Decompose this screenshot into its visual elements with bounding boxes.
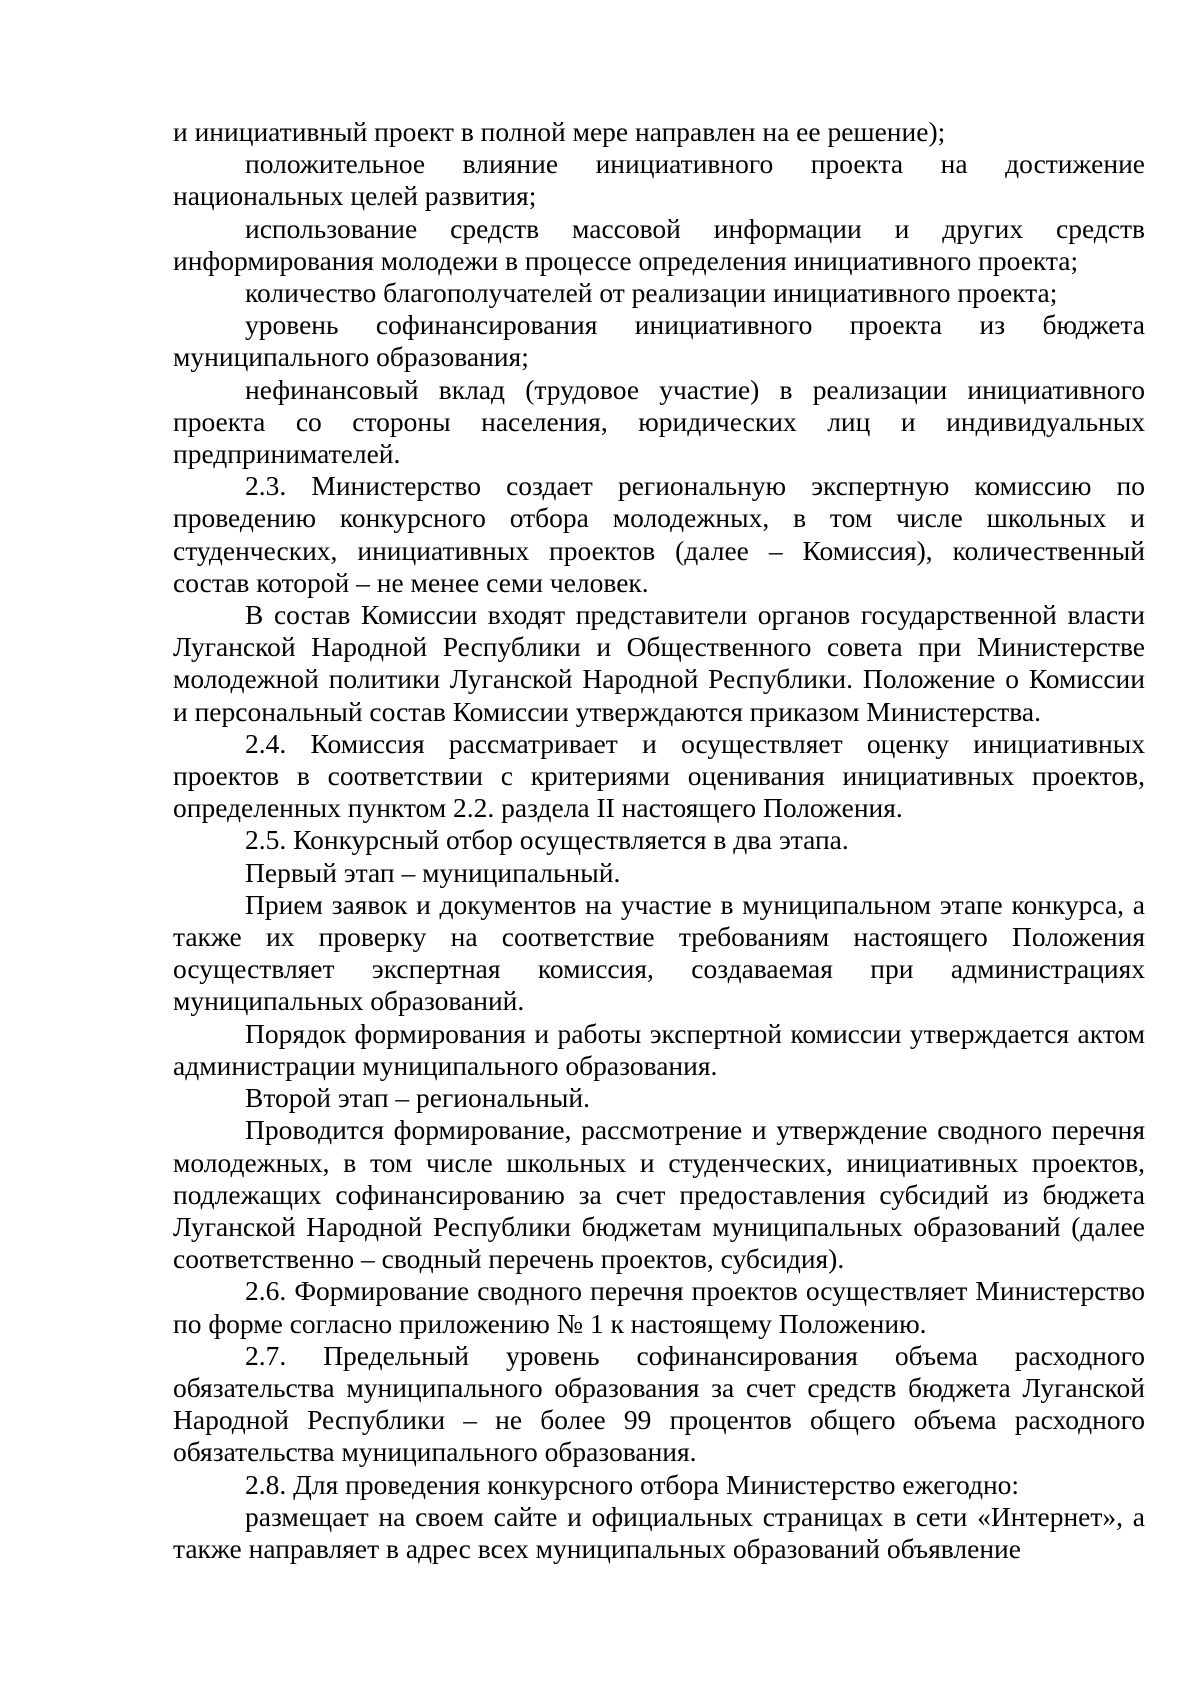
paragraph: нефинансовый вклад (трудовое участие) в реализации инициативного проекта со стороны населения, юридических лиц и индивидуальных предпринимателей. — [173, 373, 1145, 470]
paragraph: уровень софинансирования инициативного проекта из бюджета муниципального образования; — [173, 309, 1145, 373]
paragraph: использование средств массовой информации и других средств информирования молодежи в процессе определения инициативного проекта; — [173, 212, 1145, 276]
paragraph: 2.4. Комиссия рассматривает и осуществляет оценку инициативных проектов в соответствии с критериями оценивания инициативных проектов, определенных пунктом 2.2. раздела II настоящего Положения. — [173, 727, 1145, 824]
paragraph: В состав Комиссии входят представители органов государственной власти Луганской Народной Республики и Общественного совета при Министерстве молодежной политики Луганской Народной Республики. Положение о Комиссии и персональный состав Комиссии утверждаются приказом Министерства. — [173, 599, 1145, 727]
paragraph: 2.6. Формирование сводного перечня проектов осуществляет Министерство по форме согласно приложению № 1 к настоящему Положению. — [173, 1275, 1145, 1339]
paragraph: 2.5. Конкурсный отбор осуществляется в два этапа. — [245, 824, 849, 856]
paragraph: Порядок формирования и работы экспертной комиссии утверждается актом администрации муниципального образования. — [173, 1017, 1145, 1081]
paragraph: и инициативный проект в полной мере направлен на ее решение); — [173, 116, 946, 147]
paragraph: количество благополучателей от реализации инициативного проекта; — [245, 277, 1058, 309]
paragraph: 2.8. Для проведения конкурсного отбора Министерство ежегодно: — [245, 1468, 1020, 1500]
paragraph: положительное влияние инициативного проекта на достижение национальных целей развития; — [173, 148, 1145, 212]
paragraph: Проводится формирование, рассмотрение и утверждение сводного перечня молодежных, в том числе школьных и студенческих, инициативных проектов, подлежащих софинансированию за счет предоставления субсидий из бюджета Луганской Народной Республики бюджетам муниципальных образований (далее соответственно – сводный перечень проектов, субсидия). — [173, 1114, 1145, 1275]
paragraph: Второй этап – региональный. — [245, 1082, 590, 1114]
document-body — [173, 116, 1145, 1565]
paragraph: 2.7. Предельный уровень софинансирования объема расходного обязательства муниципального образования за счет средств бюджета Луганской Народной Республики – не более 99 процентов общего объема расходного обязательства муниципального образования. — [173, 1339, 1145, 1468]
paragraph: размещает на своем сайте и официальных страницах в сети «Интернет», а также направляет в адрес всех муниципальных образований объявление — [173, 1500, 1145, 1564]
paragraph: 2.3. Министерство создает региональную экспертную комиссию по проведению конкурсного отбора молодежных, в том числе школьных и студенческих, инициативных проектов (далее – Комиссия), количественный состав которой – не менее семи человек. — [173, 470, 1145, 598]
paragraph: Прием заявок и документов на участие в муниципальном этапе конкурса, а также их проверку на соответствие требованиям настоящего Положения осуществляет экспертная комиссия, создаваемая при администрациях муниципальных образований. — [173, 888, 1145, 1017]
paragraph: Первый этап – муниципальный. — [245, 856, 621, 888]
